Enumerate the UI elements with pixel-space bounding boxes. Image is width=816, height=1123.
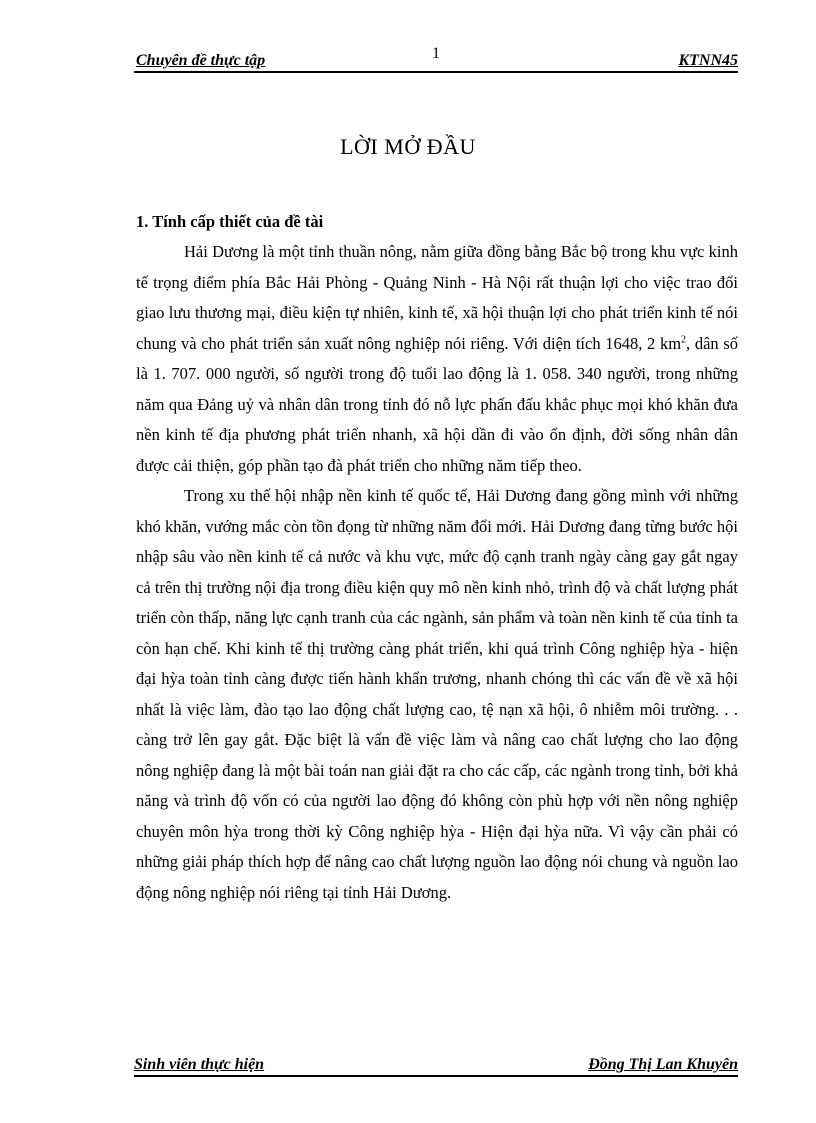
document-title: LỜI MỞ ĐẦU bbox=[340, 134, 476, 159]
page-footer bbox=[134, 1053, 738, 1077]
page-header bbox=[134, 45, 738, 73]
footer-student-name: Đồng Thị Lan Khuyên bbox=[588, 1056, 738, 1073]
superscript-2: 2 bbox=[681, 334, 687, 345]
paragraph-1-part-a: Hải Dương là một tỉnh thuần nông, nằm giữa đồng bằng Bắc bộ trong khu vực kinh tế trọng điểm phía Bắc Hải Phòng - Quảng Ninh - Hà Nội rất thuận lợi cho việc trao đổi giao lưu thương mại, điều kiện tự nhiên, kinh tế, xã hội thuận lợi cho phát triển kinh tế nói chung và cho phát triển sản xuất nông nghiệp nói riêng. Với diện tích 1648, 2 km bbox=[136, 242, 738, 353]
footer-student-label: Sinh viên thực hiện bbox=[134, 1056, 265, 1073]
section-heading: 1. Tính cấp thiết của đề tài bbox=[136, 212, 324, 231]
paragraph-2: Trong xu thế hội nhập nền kinh tế quốc tế, Hải Dương đang gồng mình với những khó khăn, vướng mắc còn tồn đọng từ những năm đổi mới. Hải Dương đang từng bước hội nhập sâu vào nền kinh tế cả nước và khu vực, mức độ cạnh tranh ngày càng gay gắt ngay cả trên thị trường nội địa trong điều kiện quy mô nền kinh nhỏ, trình độ và chất lượng phát triển còn thấp, năng lực cạnh tranh của các ngành, sản phẩm và toàn nền kinh tế của tỉnh ta còn hạn chế. Khi kinh tế thị trường càng phát triển, khi quá trình Công nghiệp hỳa - hiện đại hỳa toàn tỉnh càng được tiến hành khẩn trương, nhanh chóng thì các vấn đề về xã hội nhất là việc làm, đào tạo lao động chất lượng cao, tệ nạn xã hội, ô nhiễm môi trường. . . càng trở lên gay gắt. Đặc biệt là vấn đề việc làm và nâng cao chất lượng cho lao động nông nghiệp đang là một bài toán nan giải đặt ra cho các cấp, các ngành trong tỉnh, bởi khả năng và trình độ vốn có của người lao động đó không còn phù hợp với nền nông nghiệp chuyên môn hỳa trong thời kỳ Công nghiệp hỳa - Hiện đại hỳa nữa. Vì vậy cần phải có những giải pháp thích hợp để nâng cao chất lượng nguồn lao động nói chung và nguồn lao động nông nghiệp nói riêng tại tỉnh Hải Dương. bbox=[136, 486, 738, 902]
paragraph-1-part-b: , dân số là 1. 707. 000 người, số người trong độ tuổi lao động là 1. 058. 340 người, trong những năm qua Đảng uỷ và nhân dân trong tỉnh đó nỗ lực phấn đấu khắc phục mọi khó khăn đưa nền kinh tế địa phương phát triển nhanh, xã hội dần đi vào ổn định, đời sống nhân dân được cải thiện, góp phần tạo đà phát triển cho những năm tiếp theo. bbox=[136, 333, 738, 475]
page-number: 1 bbox=[432, 45, 440, 62]
header-class-code: KTNN45 bbox=[678, 52, 738, 69]
paragraph-1 bbox=[136, 237, 738, 481]
body-text bbox=[136, 237, 738, 908]
header-course-label: Chuyên đề thực tập bbox=[136, 52, 266, 69]
